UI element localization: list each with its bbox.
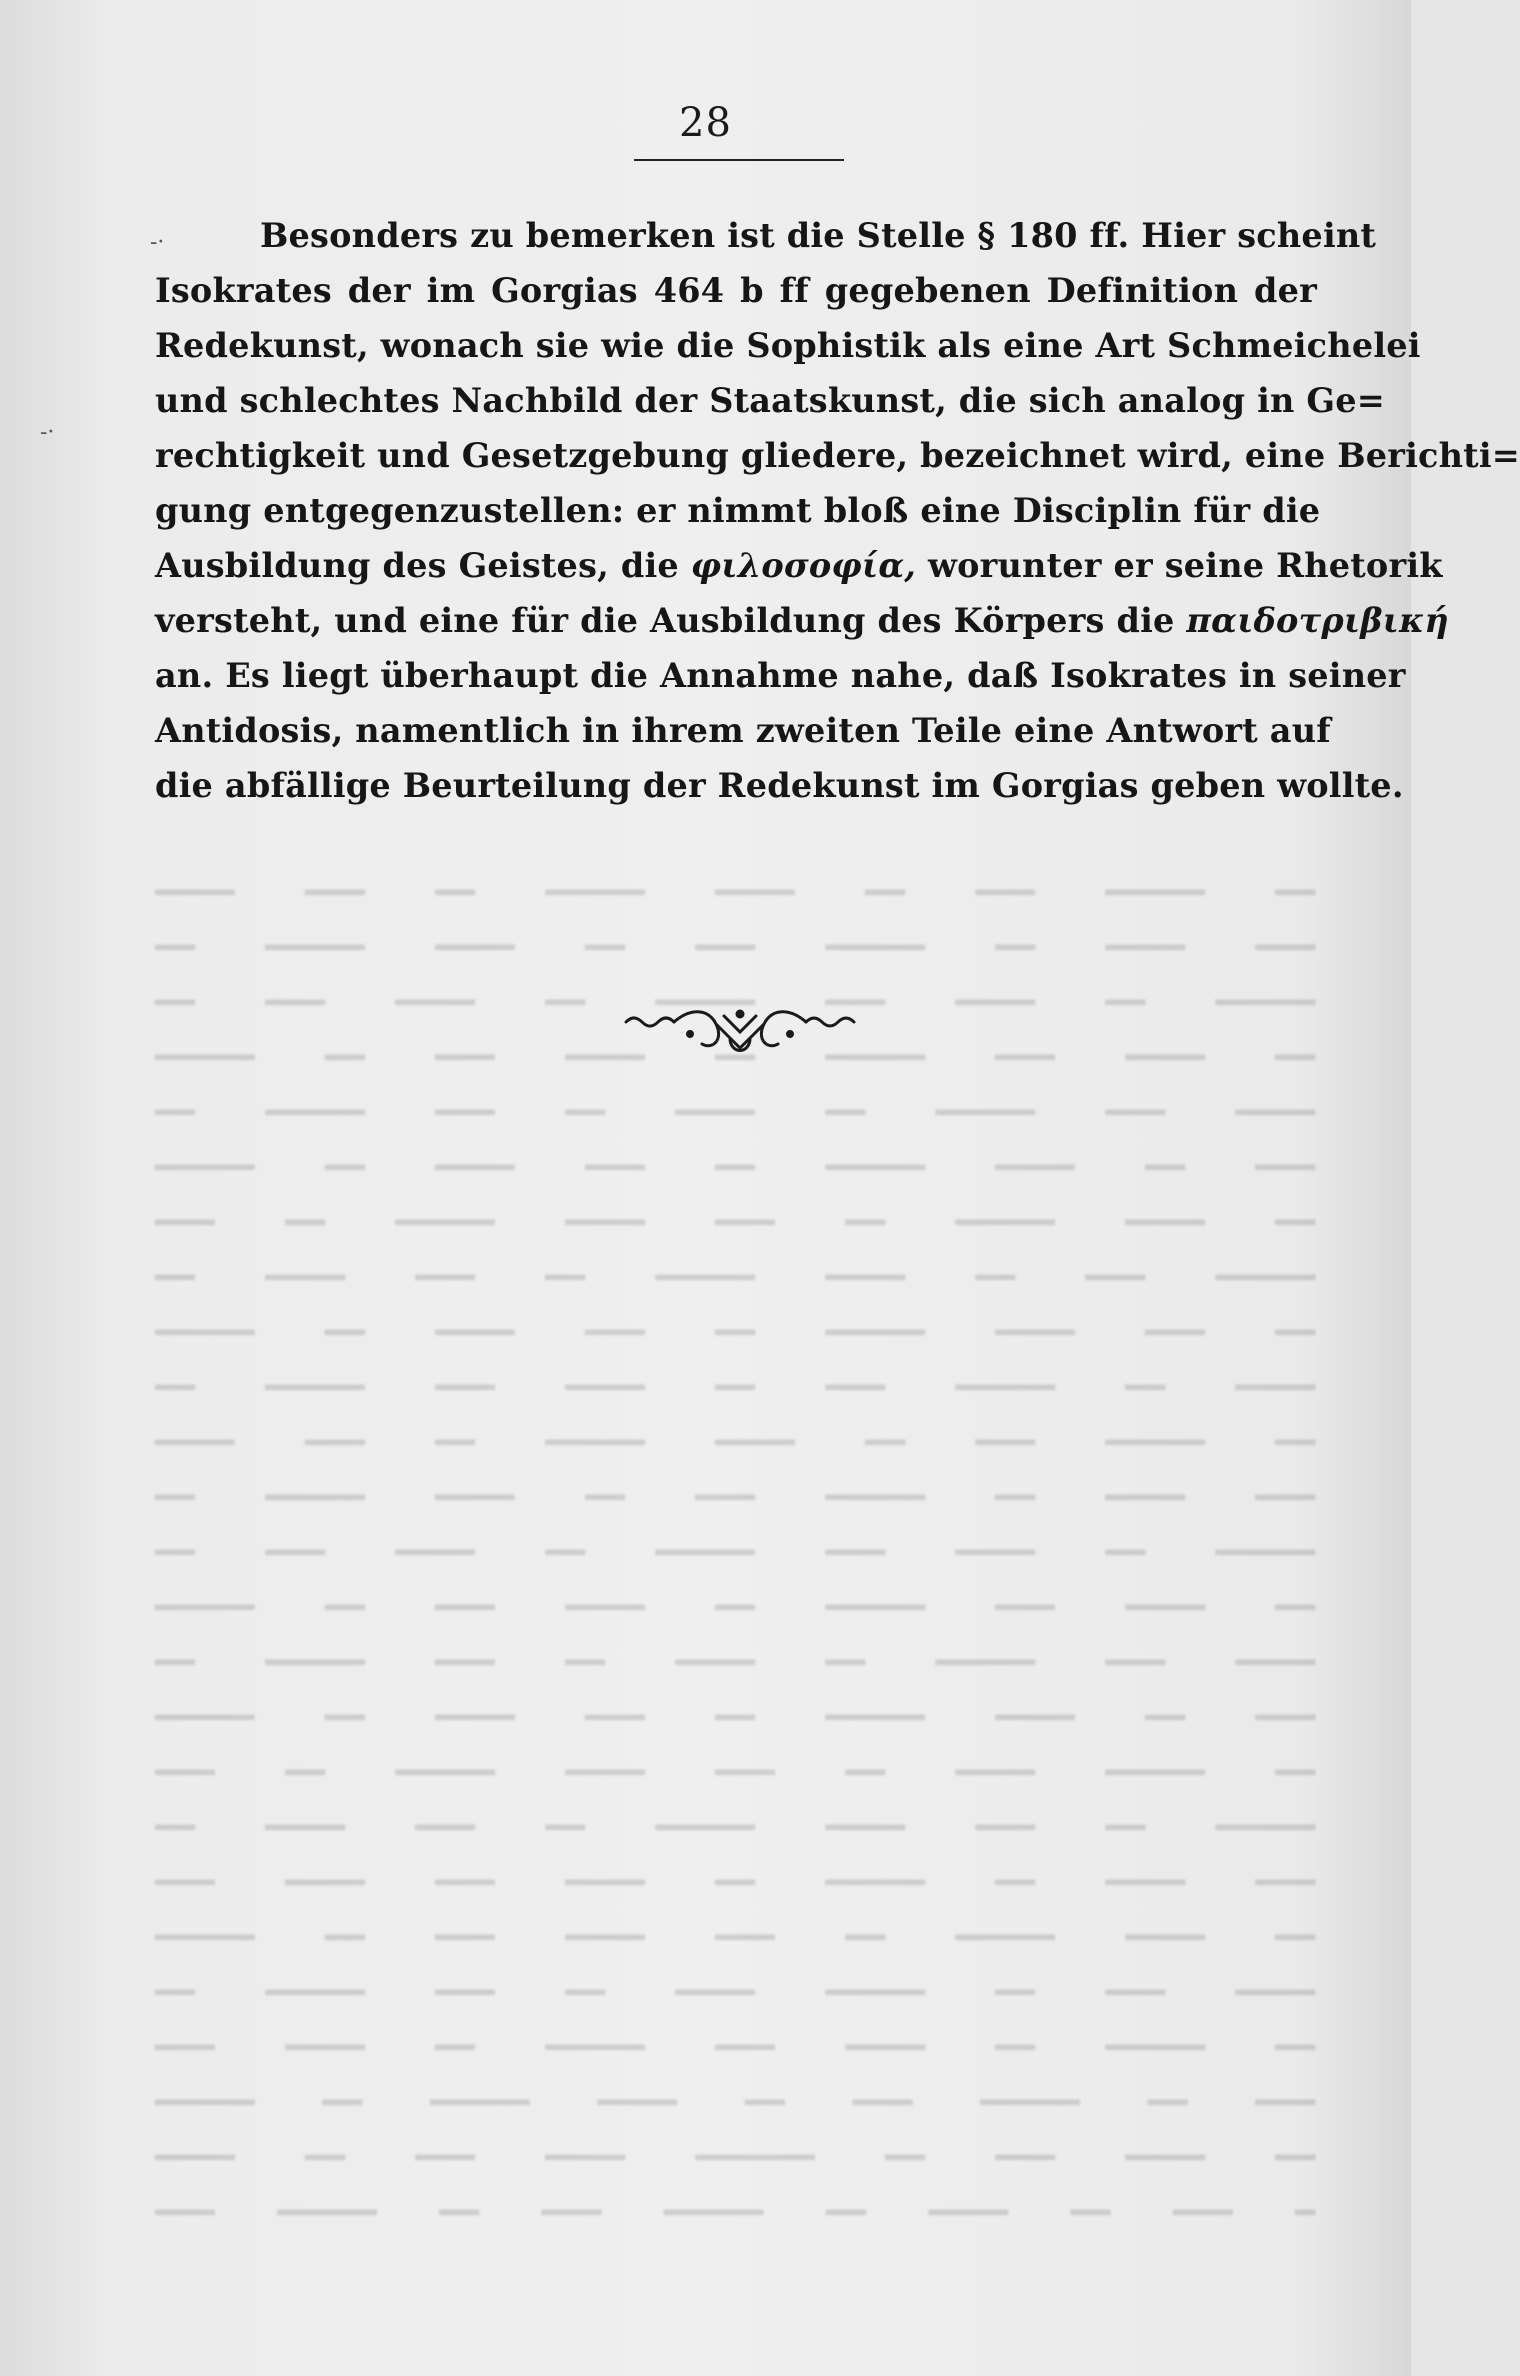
- margin-smudge: -·: [40, 420, 55, 445]
- vignette-ornament-icon: [620, 1000, 860, 1060]
- body-paragraph: [155, 208, 1520, 813]
- show-through-texture: ━ ━━━ ━━ ━━━━ ━━ ━━━━━ ━━━ ━━ ━━━━━ ━━━ ━━ ━━━━ ━━━ ━━ ━━━━━━ ━━━━ ━━━ ━━ ━━━━ ━━━ ━━ ━━━━━ ━━━ ━━ ━━━━ ━━━━━ ━━ ━━━━━ ━━ ━━━━━ ━━ ━━━━ ━━━ ━━━━━ ━━ ━━━━ ━━━ ━━━━ ━━━ ━━ ━━━━━ ━━━━ ━━ ━━━ ━━━━━ ━━ ━━ ━━━━ ━━━━━ ━━ ━━━ ━━━━ ━━━ ━━ ━━━━━ ━━━ ━━━━ ━━ ━━━━━ ━━ ━━━━ ━━━ ━━━━ ━━━ ━━━━━ ━━ ━━━ ━━━━ ━━━━━ ━━ ━━━ ━━━━ ━━ ━━ ━━━━━ ━━━━ ━━ ━━━ ━━━━ ━━━━━ ━━ ━━━ ━━━ ━━ ━━━━ ━━━━━ ━━ ━━━ ━━━━ ━━ ━━━━━ ━━━━ ━━━ ━━━━━ ━━ ━━━━ ━━ ━━━ ━━━━━ ━━ ━━ ━━━━ ━━━ ━━━━━ ━━ ━━━━ ━━━ ━━ ━━━━━ ━━━━━ ━━ ━━━━ ━━━ ━━━━━ ━━ ━━━━ ━━━ ━━ ━━━ ━━━━ ━━ ━━━━━ ━━━ ━━ ━━━━ ━━━━━ ━━ ━━ ━━━━━ ━━━ ━━ ━━━━ ━━━━━ ━━ ━━━ ━━━━ ━━━━ ━━ ━━━━━ ━━━ ━━ ━━━━ ━━━ ━━━━━ ━━ ━━ ━━━ ━━━━ ━━━━━ ━━ ━━━ ━━━━ ━━ ━━━━━ ━━━━━ ━━━ ━━ ━━━━ ━━━━━ ━━ ━━━ ━━━━ ━━ ━━ ━━━━ ━━━━━ ━━ ━━━ ━━━━ ━━━━━ ━━ ━━━ ━━━ ━━ ━━━━ ━━━━━ ━━ ━━━ ━━━━ ━━ ━━━━━ ━━━━ ━━━ ━━━━━ ━━ ━━━━ ━━ ━━━ ━━━━━ ━━ ━━ ━━━━ ━━━ ━━━━━ ━━ ━━━━ ━━━ ━━ ━━━━━ ━━━━━ ━━ ━━━━ ━━━ ━━━━━ ━━ ━━━━ ━━━ ━━ ━━━ ━━━━ ━━ ━━━━━ ━━━ ━━ ━━━━ ━━━━━ ━━ ━━ ━━━━━ ━━━ ━━ ━━━━ ━━━━━ ━━ ━━━ ━━━━: [155, 873, 1315, 2232]
- header-rule: [634, 159, 844, 161]
- text-line: Besonders zu bemerken ist die Stelle § 180 ff. Hier scheint: [260, 216, 1377, 255]
- text-line: die abfällige Beurteilung der Redekunst im Gorgias geben wollte.: [155, 766, 1404, 805]
- greek-term: φιλοσοφία,: [690, 546, 917, 585]
- text-line: Redekunst, wonach sie wie die Sophistik als eine Art Schmeichelei: [155, 326, 1421, 365]
- text-segment: worunter er seine Rhetorik: [928, 546, 1443, 585]
- text-line: Isokrates der im Gorgias 464 b ff gegebenen Definition der: [155, 271, 1317, 310]
- text-segment: Ausbildung des Geistes, die: [155, 546, 679, 585]
- text-line: rechtigkeit und Gesetzgebung gliedere, bezeichnet wird, eine Berichti=: [155, 436, 1520, 475]
- margin-smudge: -·: [150, 230, 165, 255]
- text-line: an. Es liegt überhaupt die Annahme nahe, daß Isokrates in seiner: [155, 656, 1406, 695]
- greek-term: παιδοτριβική: [1186, 601, 1449, 640]
- text-line: [155, 538, 1443, 593]
- page-number: 28: [679, 100, 732, 146]
- text-line: [155, 593, 1449, 648]
- text-line: und schlechtes Nachbild der Staatskunst, die sich analog in Ge=: [155, 381, 1386, 420]
- text-line: Antidosis, namentlich in ihrem zweiten Teile eine Antwort auf: [155, 711, 1331, 750]
- text-segment: versteht, und eine für die Ausbildung des Körpers die: [155, 601, 1175, 640]
- text-line: gung entgegenzustellen: er nimmt bloß eine Disciplin für die: [155, 491, 1321, 530]
